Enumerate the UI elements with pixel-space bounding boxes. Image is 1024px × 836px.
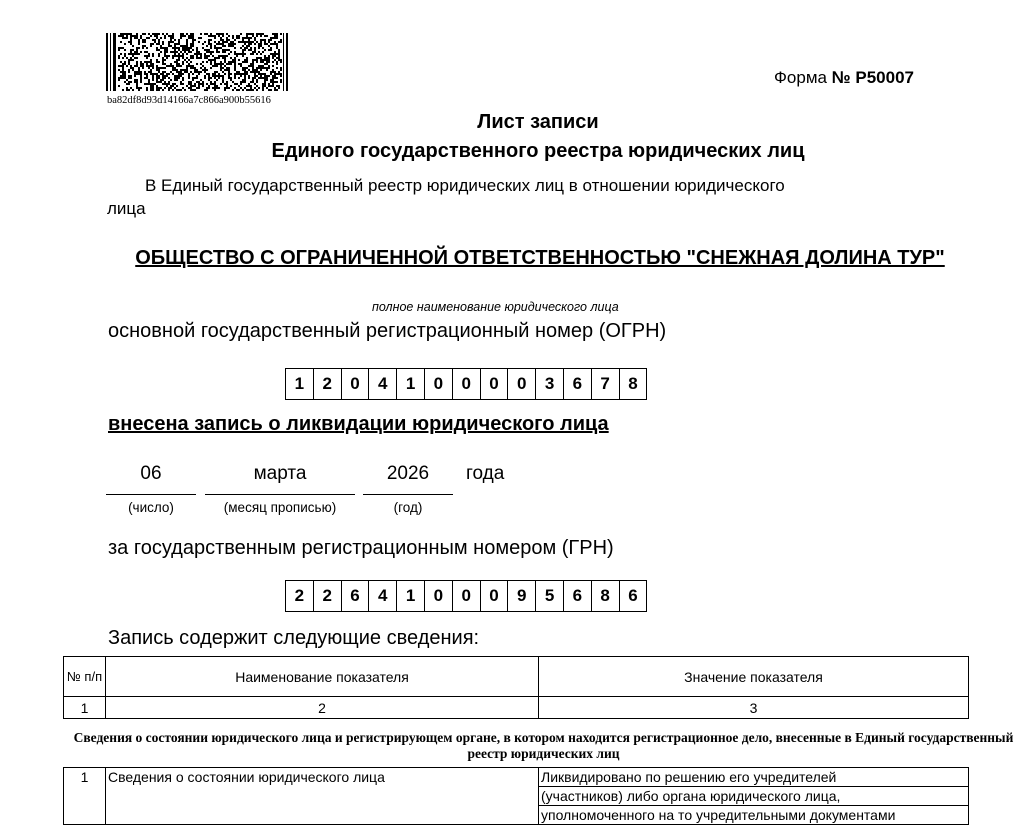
grn-digit: 9 xyxy=(508,580,536,612)
form-prefix: Форма xyxy=(774,68,832,87)
barcode-image xyxy=(106,33,288,91)
grn-digit: 0 xyxy=(481,580,509,612)
section-title: Сведения о состоянии юридического лица и регистрирующем органе, в котором находится регистрационное дело, внесенные в Единый государственный реестр юридических лиц xyxy=(73,730,1014,761)
ogrn-digit: 7 xyxy=(592,368,620,400)
col-number-header: № п/п xyxy=(64,657,106,697)
date-day-caption: (число) xyxy=(128,500,174,515)
table-index-row xyxy=(64,697,969,719)
grn-digit: 6 xyxy=(620,580,648,612)
grn-digit: 2 xyxy=(286,580,314,612)
intro-text-line2: лица xyxy=(107,199,146,218)
date-suffix: года xyxy=(466,463,505,484)
barcode-id: ba82df8d93d14166a7c866a900b55616 xyxy=(107,95,271,106)
document-title: Лист записи xyxy=(477,111,599,133)
grn-digit-boxes xyxy=(285,580,647,612)
ogrn-digit: 3 xyxy=(536,368,564,400)
grn-digit: 0 xyxy=(453,580,481,612)
date-day: 06 xyxy=(140,463,162,484)
row-value-line: Ликвидировано по решению его учредителей xyxy=(539,768,968,787)
ogrn-digit: 1 xyxy=(397,368,425,400)
col-name-header: Наименование показателя xyxy=(106,657,539,697)
ogrn-label: основной государственный регистрационный номер (ОГРН) xyxy=(108,320,667,342)
grn-digit: 6 xyxy=(342,580,370,612)
entry-statement: внесена запись о ликвидации юридического лица xyxy=(108,413,609,435)
date-year: 2026 xyxy=(386,463,430,484)
ogrn-digit: 6 xyxy=(564,368,592,400)
form-number xyxy=(774,68,914,88)
grn-digit: 6 xyxy=(564,580,592,612)
intro-text-line1: В Единый государственный реестр юридических лиц в отношении юридического xyxy=(145,176,785,195)
grn-digit: 0 xyxy=(425,580,453,612)
date-year-caption: (год) xyxy=(393,500,423,515)
document-subtitle: Единого государственного реестра юридических лиц xyxy=(271,140,805,162)
col-index-1: 1 xyxy=(64,697,106,719)
grn-digit: 5 xyxy=(536,580,564,612)
grn-digit: 4 xyxy=(369,580,397,612)
ogrn-digit: 0 xyxy=(342,368,370,400)
ogrn-digit: 1 xyxy=(286,368,314,400)
row-name: Сведения о состоянии юридического лица xyxy=(106,768,539,825)
date-year-line xyxy=(363,494,453,495)
ogrn-digit: 0 xyxy=(453,368,481,400)
ogrn-digit: 0 xyxy=(508,368,536,400)
row-number: 1 xyxy=(64,768,106,825)
company-name-caption: полное наименование юридического лица xyxy=(372,300,619,314)
grn-digit: 8 xyxy=(592,580,620,612)
date-day-line xyxy=(106,494,196,495)
ogrn-digit: 2 xyxy=(314,368,342,400)
info-table-header xyxy=(63,656,969,719)
table-header-row xyxy=(64,657,969,697)
date-month: марта xyxy=(253,463,307,484)
ogrn-digit: 0 xyxy=(425,368,453,400)
table-row xyxy=(64,768,969,825)
date-month-line xyxy=(205,494,355,495)
form-code: № Р50007 xyxy=(831,68,914,87)
ogrn-digit: 8 xyxy=(620,368,648,400)
ogrn-digit-boxes xyxy=(285,368,647,400)
ogrn-digit: 0 xyxy=(481,368,509,400)
grn-digit: 2 xyxy=(314,580,342,612)
date-month-caption: (месяц прописью) xyxy=(223,500,337,515)
col-index-2: 2 xyxy=(106,697,539,719)
ogrn-digit: 4 xyxy=(369,368,397,400)
grn-label: за государственным регистрационным номером (ГРН) xyxy=(108,537,614,559)
table-heading: Запись содержит следующие сведения: xyxy=(108,627,480,649)
row-value xyxy=(539,768,969,825)
row-value-line: уполномоченного на то учредительными документами xyxy=(541,807,896,823)
grn-digit: 1 xyxy=(397,580,425,612)
row-value-line: (участников) либо органа юридического лица, xyxy=(539,787,968,806)
company-name: ОБЩЕСТВО С ОГРАНИЧЕННОЙ ОТВЕТСТВЕННОСТЬЮ "СНЕЖНАЯ ДОЛИНА ТУР" xyxy=(135,247,945,269)
col-index-3: 3 xyxy=(539,697,969,719)
col-value-header: Значение показателя xyxy=(539,657,969,697)
info-table-body xyxy=(63,767,969,825)
